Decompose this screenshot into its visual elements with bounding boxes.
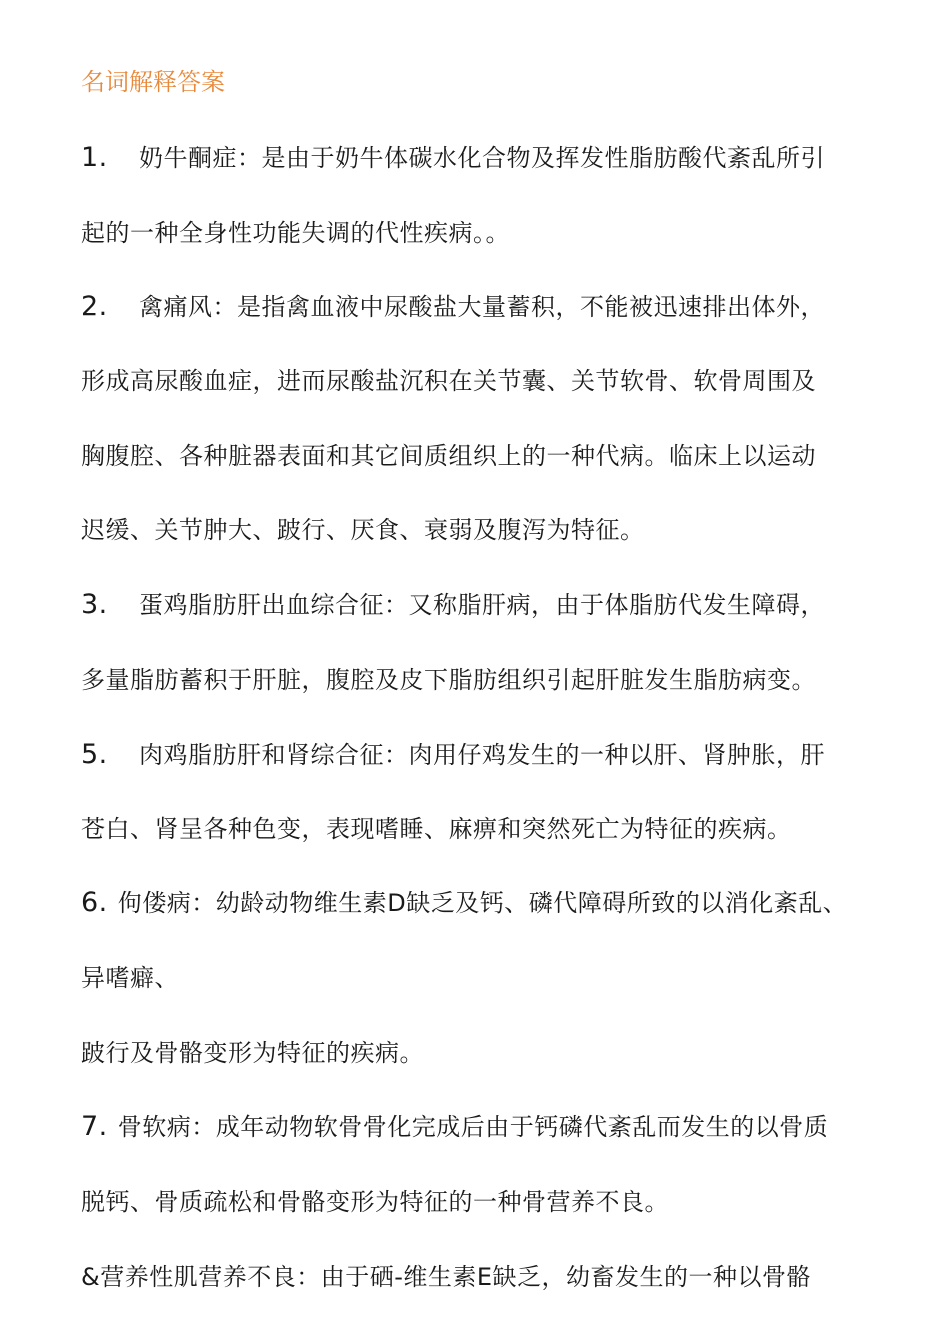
entry-1-text-1: 奶牛酮症：是由于奶牛体碳水化合物及挥发性脂肪酸代紊乱所引 bbox=[139, 144, 825, 172]
entry-2-text-1: 禽痛风：是指禽血液中尿酸盐大量蓄积，不能被迅速排出体外， bbox=[139, 293, 825, 321]
entry-5-line-1 bbox=[81, 737, 825, 773]
entry-7-line-1 bbox=[81, 1109, 828, 1145]
entry-7-number: 7. bbox=[81, 1111, 108, 1142]
entry-2-line-1 bbox=[81, 289, 825, 325]
entry-2-text-2: 形成高尿酸血症，进而尿酸盐沉积在关节囊、关节软骨、软骨周围及 bbox=[81, 367, 816, 395]
entry-2-number: 2. bbox=[81, 291, 108, 322]
entry-6-line-1 bbox=[81, 885, 847, 921]
entry-2-text-4: 迟缓、关节肿大、跛行、厌食、衰弱及腹泻为特征。 bbox=[81, 516, 645, 544]
entry-7-line-2 bbox=[81, 1184, 669, 1220]
entry-3-line-1 bbox=[81, 587, 825, 623]
entry-6-line-2 bbox=[81, 960, 179, 996]
entry-6-line-3 bbox=[81, 1035, 424, 1071]
entry-5-text-2: 苍白、肾呈各种色变，表现嗜睡、麻痹和突然死亡为特征的疾病。 bbox=[81, 815, 792, 843]
entry-3-line-2 bbox=[81, 662, 816, 698]
page-title: 名词解释答案 bbox=[81, 68, 225, 96]
entry-6-text-2: 异嗜癖、 bbox=[81, 964, 179, 992]
entry-2-text-3: 胸腹腔、各种脏器表面和其它间质组织上的一种代病。临床上以运动 bbox=[81, 442, 816, 470]
entry-3-text-2: 多量脂肪蓄积于肝脏，腹腔及皮下脂肪组织引起肝脏发生脂肪病变。 bbox=[81, 666, 816, 694]
entry-8-text-1: &营养性肌营养不良：由于硒-维生素E缺乏，幼畜发生的一种以骨骼 bbox=[81, 1263, 812, 1291]
entry-1-line-1 bbox=[81, 140, 825, 176]
entry-6-number: 6. bbox=[81, 887, 108, 918]
entry-2-line-3 bbox=[81, 438, 816, 474]
entry-6-text-3: 跛行及骨骼变形为特征的疾病。 bbox=[81, 1039, 424, 1067]
entry-3-text-1: 蛋鸡脂肪肝出血综合征：又称脂肝病，由于体脂肪代发生障碍， bbox=[139, 591, 825, 619]
entry-8-line-1 bbox=[81, 1259, 811, 1295]
entry-2-line-4 bbox=[81, 512, 645, 548]
entry-5-line-2 bbox=[81, 811, 792, 847]
entry-3-number: 3. bbox=[81, 589, 108, 620]
entry-2-line-2 bbox=[81, 363, 816, 399]
entry-5-number: 5. bbox=[81, 739, 108, 770]
entry-7-text-1: 骨软病：成年动物软骨骨化完成后由于钙磷代紊乱而发生的以骨质 bbox=[117, 1113, 829, 1141]
entry-1-number: 1. bbox=[81, 142, 108, 173]
entry-5-text-1: 肉鸡脂肪肝和肾综合征：肉用仔鸡发生的一种以肝、肾肿胀，肝 bbox=[139, 741, 825, 769]
entry-1-line-2 bbox=[81, 215, 510, 251]
entry-6-text-1: 佝偻病：幼龄动物维生素D缺乏及钙、磷代障碍所致的以消化紊乱、 bbox=[117, 889, 848, 917]
entry-1-text-2: 起的一种全身性功能失调的代性疾病。。 bbox=[81, 219, 510, 247]
entry-7-text-2: 脱钙、骨质疏松和骨骼变形为特征的一种骨营养不良。 bbox=[81, 1188, 669, 1216]
